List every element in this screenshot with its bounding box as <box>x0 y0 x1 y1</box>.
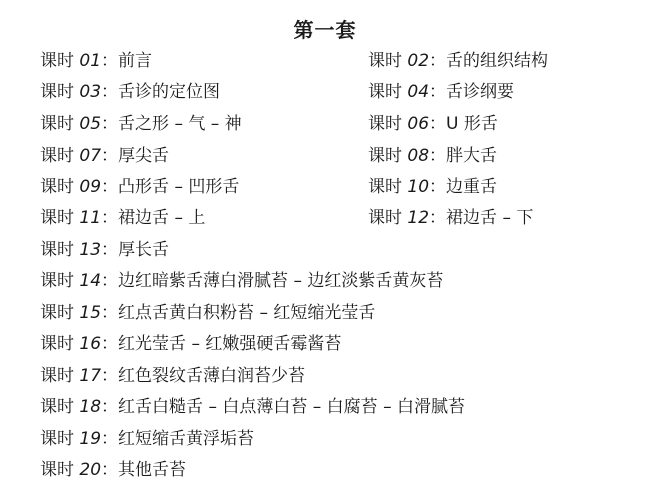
lesson-number: 17 <box>79 366 102 386</box>
lesson-separator: ： <box>101 146 119 166</box>
lesson-item <box>40 333 341 355</box>
lesson-prefix: 课时 <box>368 208 402 228</box>
lesson-item <box>40 459 186 481</box>
lesson-item <box>40 428 254 450</box>
lesson-separator: ： <box>101 82 119 102</box>
lesson-number: 12 <box>407 208 430 228</box>
lesson-number: 20 <box>79 460 102 480</box>
lesson-name: 其他舌苔 <box>118 460 187 480</box>
lesson-name: 边红暗紫舌薄白滑腻苔 – 边红淡紫舌黄灰苔 <box>118 271 444 291</box>
lesson-prefix: 课时 <box>368 51 402 71</box>
lesson-prefix: 课时 <box>368 146 402 166</box>
lesson-item <box>40 239 169 261</box>
lesson-separator: ： <box>101 51 119 71</box>
lesson-item <box>368 113 498 135</box>
lesson-prefix: 课时 <box>40 271 74 291</box>
lesson-separator: ： <box>101 334 119 354</box>
lesson-name: 凸形舌 – 凹形舌 <box>118 177 240 197</box>
lesson-item <box>40 50 152 72</box>
lesson-prefix: 课时 <box>368 177 402 197</box>
lesson-number: 19 <box>79 429 102 449</box>
lesson-prefix: 课时 <box>40 208 74 228</box>
lesson-name: 裙边舌 – 下 <box>446 208 534 228</box>
lesson-name: 边重舌 <box>446 177 498 197</box>
lesson-separator: ： <box>101 114 119 134</box>
lesson-item <box>368 81 514 103</box>
lesson-separator: ： <box>101 271 119 291</box>
lesson-prefix: 课时 <box>40 334 74 354</box>
lesson-number: 18 <box>79 397 102 417</box>
lesson-item <box>40 207 205 229</box>
lesson-separator: ： <box>101 177 119 197</box>
lesson-item <box>40 302 375 324</box>
lesson-prefix: 课时 <box>40 82 74 102</box>
lesson-prefix: 课时 <box>40 397 74 417</box>
lesson-separator: ： <box>101 208 119 228</box>
lesson-separator: ： <box>429 208 447 228</box>
lesson-prefix: 课时 <box>40 366 74 386</box>
lesson-number: 10 <box>407 177 430 197</box>
lesson-prefix: 课时 <box>40 114 74 134</box>
page-title: 第一套 <box>293 18 357 42</box>
lesson-separator: ： <box>429 177 447 197</box>
lesson-prefix: 课时 <box>40 460 74 480</box>
lesson-name: 厚尖舌 <box>118 146 170 166</box>
lesson-name: 前言 <box>118 51 153 71</box>
lesson-prefix: 课时 <box>40 240 74 260</box>
lesson-name: 裙边舌 – 上 <box>118 208 206 228</box>
lesson-number: 15 <box>79 303 102 323</box>
lesson-separator: ： <box>101 240 119 260</box>
lesson-number: 13 <box>79 240 102 260</box>
lesson-prefix: 课时 <box>368 82 402 102</box>
lesson-number: 11 <box>79 208 102 228</box>
lesson-name: U 形舌 <box>446 114 498 134</box>
lesson-separator: ： <box>429 82 447 102</box>
lesson-separator: ： <box>101 366 119 386</box>
lesson-number: 16 <box>79 334 102 354</box>
lesson-name: 红短缩舌黄浮垢苔 <box>118 429 255 449</box>
lesson-number: 08 <box>407 146 430 166</box>
lesson-number: 04 <box>407 82 430 102</box>
lesson-name: 厚长舌 <box>118 240 170 260</box>
lesson-item <box>40 365 305 387</box>
lesson-number: 05 <box>79 114 102 134</box>
lesson-item <box>368 145 497 167</box>
lesson-name: 舌之形 – 气 – 神 <box>118 114 242 134</box>
lesson-number: 14 <box>79 271 102 291</box>
lesson-separator: ： <box>429 114 447 134</box>
lesson-separator: ： <box>101 303 119 323</box>
lesson-prefix: 课时 <box>40 51 74 71</box>
lesson-number: 06 <box>407 114 430 134</box>
lesson-prefix: 课时 <box>40 177 74 197</box>
lesson-prefix: 课时 <box>40 146 74 166</box>
lesson-item <box>40 113 242 135</box>
lesson-prefix: 课时 <box>368 114 402 134</box>
lesson-prefix: 课时 <box>40 303 74 323</box>
lesson-number: 09 <box>79 177 102 197</box>
lesson-item <box>40 270 443 292</box>
lesson-item <box>40 145 169 167</box>
lesson-separator: ： <box>101 460 119 480</box>
lesson-name: 舌的组织结构 <box>446 51 549 71</box>
lesson-name: 红舌白糙舌 – 白点薄白苔 – 白腐苔 – 白滑腻苔 <box>118 397 465 417</box>
lesson-number: 01 <box>79 51 102 71</box>
lesson-name: 红点舌黄白积粉苔 – 红短缩光莹舌 <box>118 303 376 323</box>
lesson-name: 胖大舌 <box>446 146 498 166</box>
lesson-item <box>368 176 497 198</box>
lesson-name: 红光莹舌 – 红嫩强硬舌霉酱苔 <box>118 334 342 354</box>
lesson-number: 02 <box>407 51 430 71</box>
lesson-separator: ： <box>429 51 447 71</box>
lesson-name: 红色裂纹舌薄白润苔少苔 <box>118 366 306 386</box>
lesson-item <box>40 396 465 418</box>
lesson-item <box>368 50 548 72</box>
lesson-item <box>40 81 220 103</box>
lesson-item <box>368 207 533 229</box>
lesson-number: 07 <box>79 146 102 166</box>
lesson-name: 舌诊纲要 <box>446 82 515 102</box>
lesson-name: 舌诊的定位图 <box>118 82 221 102</box>
lesson-separator: ： <box>429 146 447 166</box>
lesson-separator: ： <box>101 397 119 417</box>
lesson-item <box>40 176 239 198</box>
lesson-number: 03 <box>79 82 102 102</box>
lesson-prefix: 课时 <box>40 429 74 449</box>
lesson-separator: ： <box>101 429 119 449</box>
